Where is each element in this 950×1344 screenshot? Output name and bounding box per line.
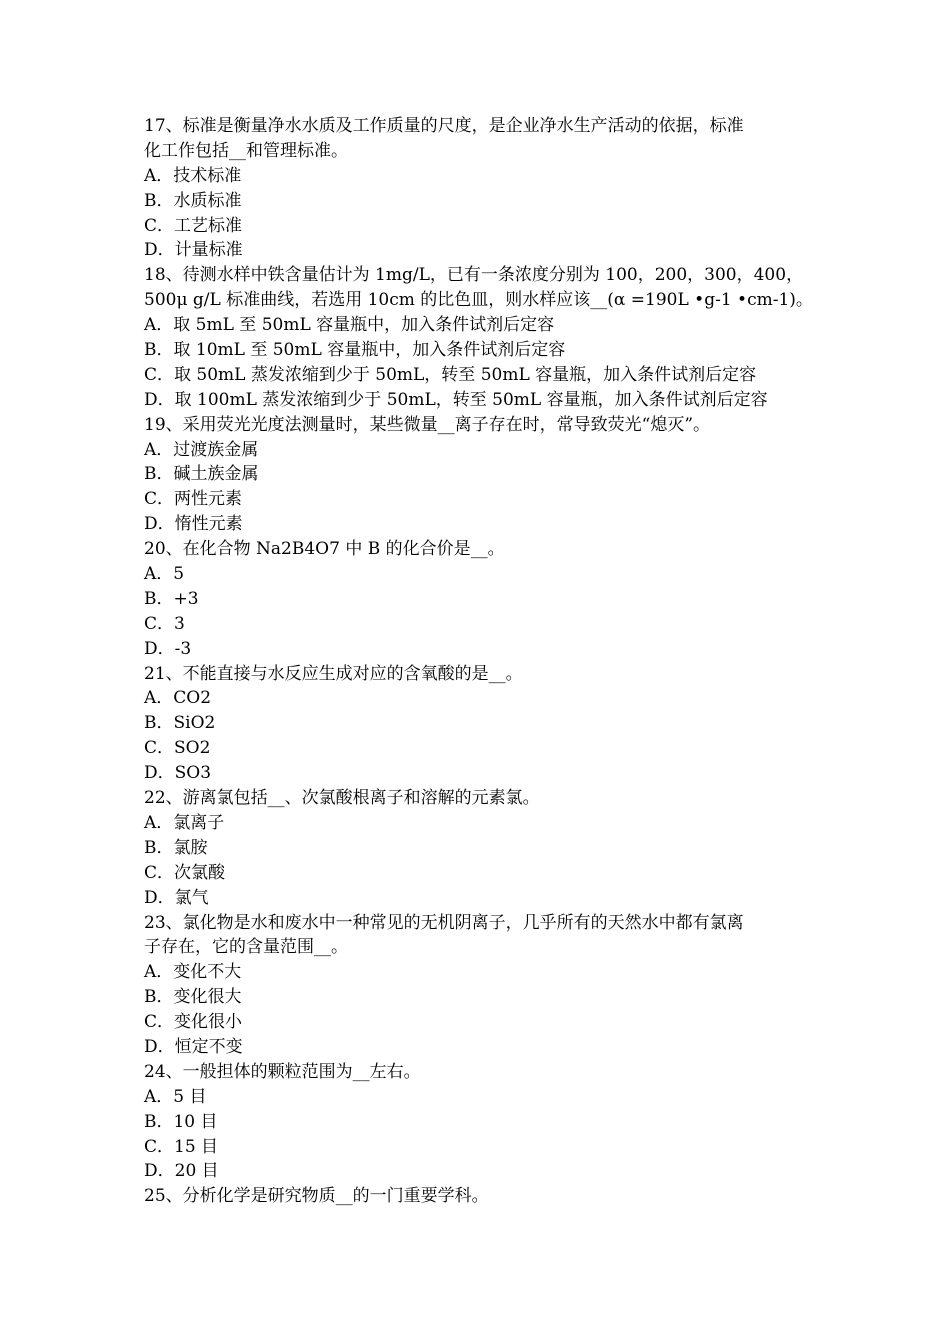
answer-option: C．SO2	[144, 738, 211, 759]
answer-option: A．5 目	[144, 1086, 207, 1107]
question-block	[144, 413, 824, 537]
answer-option: C．取 50mL 蒸发浓缩到少于 50mL，转至 50mL 容量瓶，加入条件试剂后定容	[144, 364, 757, 385]
answer-option: B．变化很大	[144, 987, 242, 1008]
answer-option: A．取 5mL 至 50mL 容量瓶中，加入条件试剂后定容	[144, 315, 555, 336]
answer-option: C．次氯酸	[144, 862, 226, 883]
question-text: 21、不能直接与水反应生成对应的含氧酸的是__。	[144, 663, 523, 684]
answer-option: C．工艺标准	[144, 215, 243, 236]
answer-option: B．10 目	[144, 1111, 218, 1132]
question-text: 化工作包括__和管理标准。	[144, 140, 348, 161]
question-text: 23、氯化物是水和废水中一种常见的无机阴离子，几乎所有的天然水中都有氯离	[144, 912, 744, 933]
answer-option: C．15 目	[144, 1136, 219, 1157]
question-block	[144, 662, 824, 786]
question-block	[144, 263, 824, 412]
question-text: 22、游离氯包括__、次氯酸根离子和溶解的元素氯。	[144, 788, 540, 809]
question-text: 18、待测水样中铁含量估计为 1mg/L，已有一条浓度分别为 100，200，300，400，	[144, 265, 804, 286]
question-block	[144, 911, 824, 1060]
question-block	[144, 1060, 824, 1184]
question-block	[144, 537, 824, 661]
answer-option: B．取 10mL 至 50mL 容量瓶中，加入条件试剂后定容	[144, 340, 566, 361]
answer-option: B．氯胺	[144, 837, 208, 858]
answer-option: A．5	[144, 564, 185, 585]
answer-option: B．碱土族金属	[144, 464, 259, 485]
answer-option: D．氯气	[144, 887, 209, 908]
answer-option: B．SiO2	[144, 713, 216, 734]
answer-option: C．变化很小	[144, 1012, 243, 1033]
answer-option: D．-3	[144, 638, 192, 659]
question-text: 17、标准是衡量净水水质及工作质量的尺度，是企业净水生产活动的依据，标准	[144, 116, 744, 136]
answer-option: D．惰性元素	[144, 514, 243, 535]
question-list	[144, 114, 824, 1209]
answer-option: D．取 100mL 蒸发浓缩到少于 50mL，转至 50mL 容量瓶，加入条件试剂后定容	[144, 389, 768, 410]
answer-option: A．技术标准	[144, 165, 242, 186]
answer-option: A．变化不大	[144, 962, 242, 983]
question-text: 子存在，它的含量范围__。	[144, 937, 348, 958]
answer-option: A．CO2	[144, 688, 212, 709]
question-text: 24、一般担体的颗粒范围为__左右。	[144, 1061, 421, 1082]
question-text: 500μ g/L 标准曲线，若选用 10cm 的比色皿，则水样应该__(α =190L •g-1 •cm-1)。	[144, 290, 813, 311]
answer-option: C．两性元素	[144, 489, 243, 510]
question-block	[144, 1184, 824, 1209]
answer-option: D．20 目	[144, 1161, 219, 1182]
question-text: 25、分析化学是研究物质__的一门重要学科。	[144, 1186, 489, 1207]
answer-option: A．过渡族金属	[144, 439, 259, 460]
question-block	[144, 786, 824, 910]
question-text: 19、采用荧光光度法测量时，某些微量__离子存在时，常导致荧光“熄灭”。	[144, 414, 711, 435]
answer-option: A．氯离子	[144, 812, 225, 833]
question-block	[144, 114, 824, 263]
answer-option: B．+3	[144, 588, 199, 609]
answer-option: C．3	[144, 613, 185, 634]
question-text: 20、在化合物 Na2B4O7 中 B 的化合价是__。	[144, 539, 505, 560]
answer-option: B．水质标准	[144, 190, 242, 211]
answer-option: D．恒定不变	[144, 1036, 243, 1057]
answer-option: D．计量标准	[144, 240, 243, 261]
answer-option: D．SO3	[144, 763, 212, 784]
